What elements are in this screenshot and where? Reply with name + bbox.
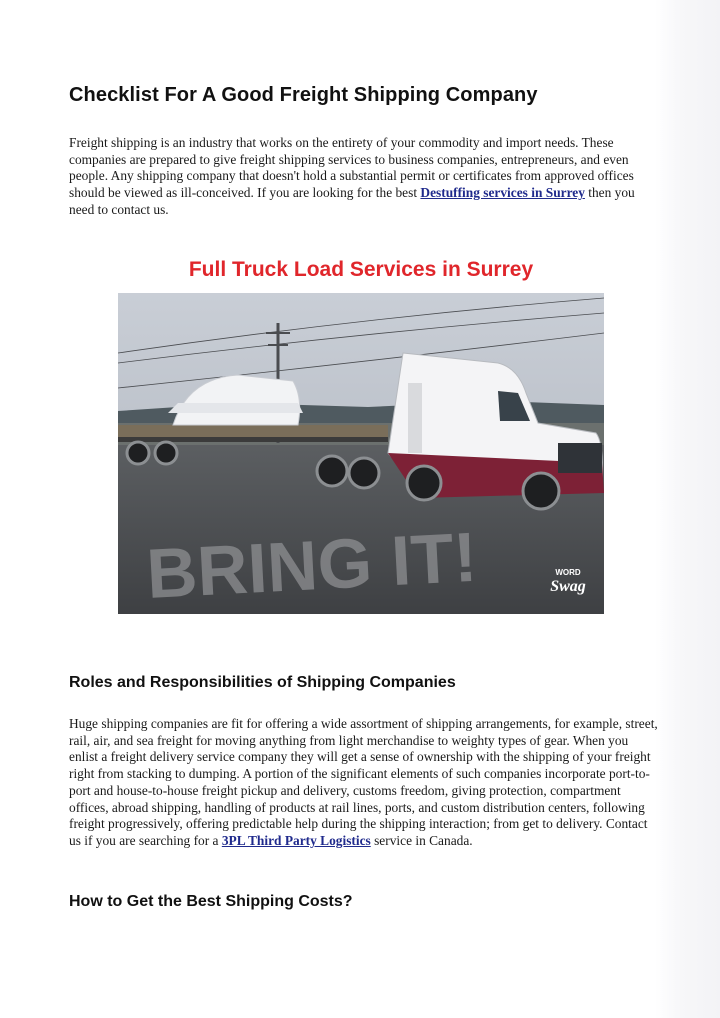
roles-text-after: service in Canada. — [370, 832, 473, 848]
watermark-word: WORD — [555, 568, 581, 577]
intro-text-before: Freight shipping is an industry that works on the entirety of your commodity and import needs. These companies are prepared to give freight shipping services to business companies, entrepreneurs, and even people. Any shipping company that doesn't hold a substantial permit or certificates from approved offices should be viewed as ill-conceived. If you are looking for the best — [69, 135, 634, 201]
watermark-swag: Swag — [550, 578, 586, 595]
truck-photo — [118, 293, 604, 614]
intro-paragraph — [69, 135, 659, 219]
truck-figure — [118, 250, 604, 614]
page-edge-shade — [655, 0, 720, 1018]
third-party-logistics-link[interactable]: 3PL Third Party Logistics — [221, 832, 371, 848]
flatbed-trailer — [118, 425, 388, 437]
destuffing-services-link[interactable]: Destuffing services in Surrey — [420, 185, 585, 201]
bring-it-overlay: BRING IT! — [144, 517, 479, 613]
roles-paragraph — [69, 716, 659, 850]
page-title: Checklist For A Good Freight Shipping Company — [69, 84, 538, 106]
section-heading-costs: How to Get the Best Shipping Costs? — [69, 893, 353, 910]
roles-text-before: Huge shipping companies are fit for offering a wide assortment of shipping arrangements, for example, street, rail, air, and sea freight for moving anything from light merchandise to weighty types of gear. When you enlist a freight delivery service company they will get a sense of ownership with the shipping of your freight right from stacking to dumping. A portion of the significant elements of such companies incorporate port-to-port and house-to-house freight pickup and delivery, customs freedom, giving protection, compartment offices, abroad shipping, handling of products at rail lines, ports, and custom distribution centers, following freight progressively, offering predictable help during the shipping interaction; from get to delivery. Contact us if you are searching for a — [69, 716, 658, 848]
intro-text-after: then you need to contact us. — [69, 185, 635, 217]
section-heading-roles: Roles and Responsibilities of Shipping Companies — [69, 674, 456, 691]
figure-title: Full Truck Load Services in Surrey — [188, 258, 534, 281]
